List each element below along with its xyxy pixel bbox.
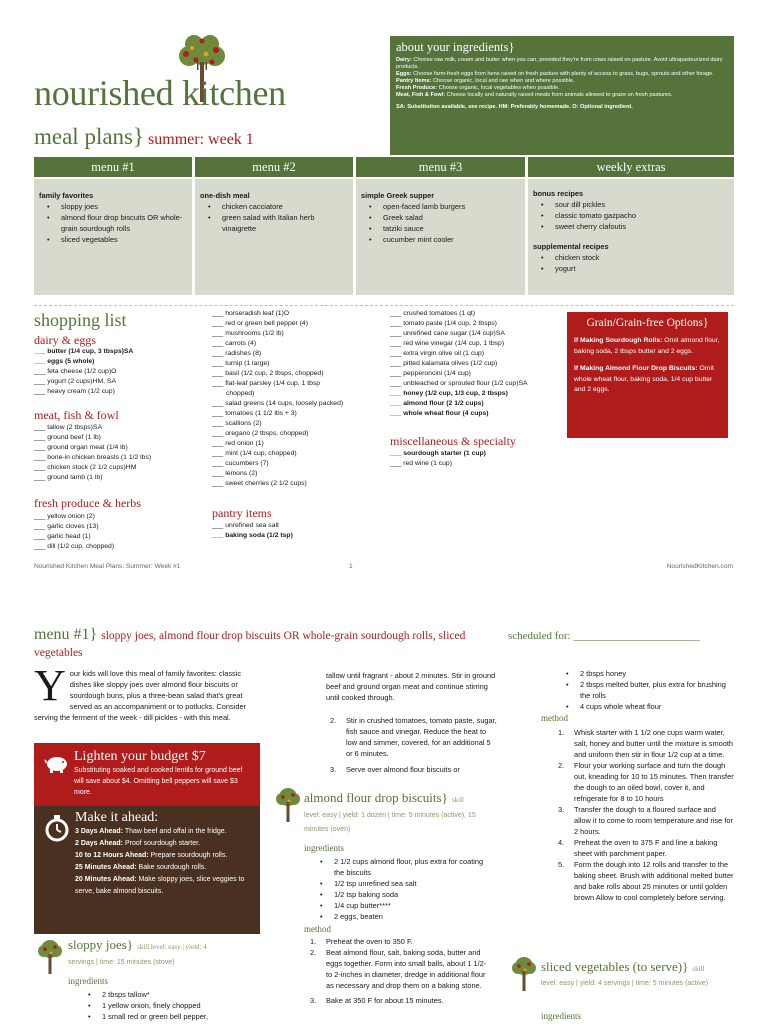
list-item: ___ mint (1/4 cup, chopped) — [212, 450, 297, 457]
dairy-eggs-title: dairy & eggs — [34, 333, 96, 347]
almond-biscuits-meta: level: easy | yield: 1 dozen | time: 5 minutes (active), 15 minutes (oven) — [304, 812, 476, 833]
menu-item: • sliced vegetables — [39, 234, 188, 245]
tree-icon — [274, 786, 302, 822]
about-label: Pantry Items: — [396, 78, 432, 84]
pantry-items-title: pantry items — [212, 506, 272, 520]
method-step: Preheat the oven to 375 F and line a baking sheet with parchment paper. — [574, 838, 718, 858]
list-item: ___ sourdough starter (1 cup) — [390, 450, 486, 457]
plan-subtitle: summer: week 1 — [148, 131, 254, 148]
menu-item: • chicken cacciatore — [200, 201, 349, 212]
plan-title: meal plans} — [34, 124, 145, 149]
method-step: Serve over almond flour biscuits or — [346, 765, 460, 774]
about-text: Choose organic, local vegetables when possible. — [438, 85, 560, 91]
sloppy-joes-skill: skill level: easy | yield: 4 — [137, 943, 207, 951]
page-title — [34, 124, 254, 150]
brand-logo-text: nourished kitchen — [34, 73, 286, 113]
dairy-list — [34, 347, 133, 397]
option-label: If Making Sourdough Rolls: — [574, 337, 663, 344]
ingredient-item: • 1 yellow onion, finely chopped — [80, 1000, 260, 1011]
menu-1-recipe-title — [34, 627, 504, 661]
sloppy-joes-meta: servings | time: 15 minutes (stove) — [68, 959, 175, 966]
menu-1-header: menu #1 — [34, 157, 192, 177]
list-item: ___ sweet cherries (2 1/2 cups) — [212, 480, 307, 487]
tree-icon — [36, 938, 64, 974]
list-item: ___ crushed tomatoes (1 qt) — [390, 310, 476, 317]
stopwatch-icon — [43, 814, 71, 842]
sloppy-joes-heading — [68, 936, 207, 954]
weekly-extras-header: weekly extras — [528, 157, 734, 177]
grain-option-sourdough — [574, 336, 721, 357]
list-item: ___ almond flour (2 1/2 cups) — [390, 400, 484, 407]
piggy-bank-icon — [44, 753, 70, 775]
ingredient-item: • 2 eggs, beaten — [312, 911, 494, 922]
about-ingredients-box — [390, 36, 734, 155]
almond-ingredients — [312, 856, 494, 922]
ahead-item — [75, 838, 252, 850]
menu-item: • open-faced lamb burgers — [361, 201, 521, 212]
scheduled-for-field: scheduled for: _______________________ — [508, 630, 700, 642]
footer-right: NourishedKitchen.com — [666, 563, 733, 570]
about-label: Eggs: — [396, 71, 412, 77]
produce-list-2 — [212, 309, 343, 489]
intro-text: our kids will love this meal of family favorites: classic dishes like sloppy joes over almond flour biscuits or sourdough buns, plus a three-bean salad that's great served as an accompaniment or to potlucks. Consider serving the ferment of the week - dill pickles - with this meal. — [34, 669, 247, 722]
ahead-label: 3 Days Ahead: — [75, 828, 123, 835]
dashed-divider — [34, 305, 734, 306]
footer-left: Nourished Kitchen Meal Plans: Summer: Week #1 — [34, 563, 181, 570]
list-item: ___ extra virgin olive oil (1 cup) — [390, 350, 485, 357]
list-item: ___ ground beef (1 lb) — [34, 434, 101, 441]
list-item: ___ salad greens (14 cups, loosely packed) — [212, 400, 344, 407]
list-item: ___ cucumbers (7) — [212, 460, 269, 467]
ingredient-item: • 4 cups whole wheat flour — [558, 701, 734, 712]
sliced-vegetables-ingredients-title: ingredients — [541, 1011, 581, 1021]
list-item: ___ unrefined cane sugar (1/4 cup)SA — [390, 330, 505, 337]
produce-list-1 — [34, 512, 114, 552]
ahead-text: Prepare sourdough rolls. — [150, 852, 228, 859]
list-item: ___ feta cheese (1/2 cup)O — [34, 368, 117, 375]
ahead-text: Bake sourdough rolls. — [138, 864, 207, 871]
almond-biscuits-skill: skill — [451, 796, 464, 804]
about-text: Choose farm-fresh eggs from hens raised on fresh pasture with plenty of access to grass, bugs, sprouts and other forage. — [413, 71, 714, 77]
menu-item: • sloppy joes — [39, 201, 188, 212]
list-item: ___ yogurt (2 cups)HM, SA — [34, 378, 116, 385]
sliced-vegetables-skill: skill — [692, 965, 705, 973]
list-item: ___ garlic cloves (13) — [34, 523, 99, 530]
almond-method-title: method — [304, 924, 331, 934]
menu-2-header: menu #2 — [195, 157, 353, 177]
list-item: ___ tomatoes (1 1/2 lbs + 3) — [212, 410, 297, 417]
budget-title: Lighten your budget $7 — [74, 749, 206, 764]
menu-1-title: family favorites — [39, 191, 94, 200]
about-text: Choose raw milk, cream and butter when you can, provided they're from cows raised on pasture. Avoid ultrapasteurized dairy products. — [396, 57, 723, 70]
menu-1-column — [34, 179, 192, 295]
list-item: ___ pepperoncini (1/4 cup) — [390, 370, 471, 377]
method-step: Transfer the dough to a floured surface and allow it to come to room temperature and rise for 2 hours. — [574, 805, 733, 836]
grain-options-box — [567, 312, 728, 438]
menu-item: • almond flour drop biscuits OR whole-grain sourdough rolls — [39, 212, 188, 234]
menu-2-title: one-dish meal — [200, 191, 250, 200]
menu-1-heading: menu #1} — [34, 626, 98, 643]
ahead-item — [75, 874, 252, 898]
method-step: Stir in crushed tomatoes, tomato paste, sugar, fish sauce and vinegar. Reduce the heat to low and simmer, covered, for an additional 5 or 6 minutes. — [346, 716, 497, 758]
method-step: Whisk starter with 1 1/2 one cups warm water, salt, honey and butter until the mixture is smooth and uniform then stir in flour 1/2 cup at a time. — [574, 728, 733, 759]
sloppy-joes-ingredients-title: ingredients — [68, 976, 108, 986]
list-item: ___ honey (1/2 cup, 1/3 cup, 2 tbsps) — [390, 390, 508, 397]
fresh-produce-title: fresh produce & herbs — [34, 496, 141, 510]
menu-2-column — [195, 179, 353, 295]
option-text: Omit almond flour, baking soda, 2 tbsps butter and 2 eggs. — [574, 337, 720, 355]
list-item: ___ unrefined sea salt — [212, 522, 279, 529]
sloppy-joes-title: sloppy joes} — [68, 937, 134, 952]
menu-item: • Greek salad — [361, 212, 521, 223]
list-item: ___ basil (1/2 cup, 2 tbsps, chopped) — [212, 370, 324, 377]
ahead-item — [75, 862, 252, 874]
list-item: ___ pitted kalamata olives (1/2 cup) — [390, 360, 498, 367]
sloppy-joes-method-cont: tallow until fragrant - about 2 minutes. Stir in ground beef and ground organ meat and continue stirring until cooked through. — [326, 671, 496, 702]
ingredient-item: • 2 tbsps honey — [558, 668, 734, 679]
list-item: ___ carrots (4) — [212, 340, 257, 347]
budget-text: Substituting soaked and cooked lentils for ground beef will save about $4. Omitting bell peppers will save $3 more. — [74, 767, 243, 796]
ingredient-item: • 1/2 tsp baking soda — [312, 889, 494, 900]
menus-grid — [34, 157, 734, 295]
menu-item: • cucumber mint cooler — [361, 234, 521, 245]
list-item: ___ heavy cream (1/2 cup) — [34, 388, 115, 395]
sloppy-joes-steps — [326, 715, 498, 775]
drop-cap: Y — [34, 661, 66, 710]
grain-option-almond — [574, 364, 721, 396]
meat-list — [34, 423, 151, 483]
pantry-list — [212, 521, 293, 541]
about-title: about your ingredients} — [396, 40, 515, 54]
menu-3-title: simple Greek supper — [361, 191, 435, 200]
list-item: chopped) — [226, 390, 255, 397]
method-step: Beat almond flour, salt, baking soda, butter and eggs together. Form into small balls, about 1 1/2- to 2-inches in diameter, dredge in additional flour as necessary and drop them on a baking stone. — [326, 948, 487, 990]
menu-3-column — [356, 179, 525, 295]
list-item: ___ red onion (1) — [212, 440, 264, 447]
list-item: ___ ground organ meat (1/4 lb) — [34, 444, 128, 451]
weekly-extras-column — [528, 179, 734, 295]
rolls-ingredients — [558, 668, 734, 712]
ahead-label: 25 Minutes Ahead: — [75, 864, 137, 871]
tree-icon — [510, 955, 538, 991]
list-item: ___ garlic head (1) — [34, 533, 91, 540]
menu-3-header: menu #3 — [356, 157, 525, 177]
menu-item: • tatziki sauce — [361, 223, 521, 234]
list-item: ___ eggs (5 whole) — [34, 358, 95, 365]
list-item: ___ chicken stock (2 1/2 cups)HM — [34, 464, 137, 471]
method-step: Flour your working surface and turn the dough out, kneading for 10 to 15 minutes. Then transfer the dough to an oiled bowl, cover it, and refrigerate for 8 to 10 hours — [574, 761, 734, 803]
sliced-vegetables-meta: level: easy | yield: 4 servings | time: 5 minutes (active) — [541, 980, 709, 987]
misc-specialty-title: miscellaneous & specialty — [390, 434, 516, 448]
option-text: Omit whole wheat flour, baking soda, 1/4 cup butter and 2 eggs. — [574, 365, 714, 393]
menu-item: • chicken stock — [533, 252, 730, 263]
menu-intro — [34, 661, 262, 723]
grain-options-title: Grain/Grain-free Options} — [586, 317, 709, 329]
shopping-list-title: shopping list — [34, 310, 127, 330]
make-ahead-box — [34, 806, 260, 934]
ahead-text: Proof sourdough starter. — [124, 840, 201, 847]
method-step: Form the dough into 12 rolls and transfer to the baking sheet. Brush with additional melted butter and bake rolls about 25 minutes or until golden brown Allow to cool completely before serving. — [574, 860, 734, 902]
list-item: ___ lemons (2) — [212, 470, 258, 477]
menu-item: • yogurt — [533, 263, 730, 274]
list-item: ___ whole wheat flour (4 cups) — [390, 410, 489, 417]
about-legend: SA: Substitution available, see recipe. HM: Preferably homemade. O: Optional ingredient. — [396, 104, 633, 110]
ingredient-item: • 2 tbsps tallow* — [80, 989, 260, 1000]
about-text: Choose organic, local and raw when and where possible. — [433, 78, 575, 84]
make-ahead-title: Make it ahead: — [75, 810, 159, 825]
footer-page-number: 1 — [349, 563, 353, 570]
ahead-label: 20 Minutes Ahead: — [75, 876, 137, 883]
make-ahead-list — [75, 826, 252, 898]
list-item: ___ scallions (2) — [212, 420, 262, 427]
supplemental-recipes-title: supplemental recipes — [533, 242, 609, 251]
list-item: ___ butter (1/4 cup, 3 tbsps)SA — [34, 348, 134, 355]
ingredient-item: • 2 tbsps melted butter, plus extra for brushing the rolls — [558, 679, 734, 701]
list-item: ___ ground lamb (1 lb) — [34, 474, 103, 481]
menu-item: • sweet cherry clafoutis — [533, 221, 730, 232]
menu-item: • sour dill pickles — [533, 199, 730, 210]
list-item: ___ tallow (2 tbsps)SA — [34, 424, 103, 431]
ahead-text: Thaw beef and offal in the fridge. — [124, 828, 227, 835]
menu-item: • classic tomato gazpacho — [533, 210, 730, 221]
sloppy-joes-ingredients — [80, 989, 260, 1022]
list-item: ___ red wine (1 cup) — [390, 460, 452, 467]
about-label: Fresh Produce: — [396, 85, 438, 91]
list-item: ___ oregano (2 tbsps, chopped) — [212, 430, 309, 437]
list-item: ___ red wine vinegar (1/4 cup, 1 tbsp) — [390, 340, 505, 347]
rolls-method-title: method — [541, 713, 568, 723]
list-item: ___ unbleached or sprouted flour (1/2 cup)SA — [390, 380, 528, 387]
list-item: ___ mushrooms (1/2 lb) — [212, 330, 284, 337]
ahead-label: 10 to 12 Hours Ahead: — [75, 852, 149, 859]
ahead-item — [75, 826, 252, 838]
list-item: ___ red or green bell pepper (4) — [212, 320, 308, 327]
list-item: ___ dill (1/2 cup, chopped) — [34, 543, 115, 550]
method-step: Bake at 350 F for about 15 minutes. — [326, 996, 444, 1005]
ahead-item — [75, 850, 252, 862]
almond-ingredients-title: ingredients — [304, 843, 344, 853]
about-body — [396, 57, 728, 111]
about-label: Meat, Fish & Fowl: — [396, 92, 446, 98]
list-item: ___ tomato paste (1/4 cup, 2 tbsps) — [390, 320, 497, 327]
menu-1-subtitle: sloppy joes, almond flour drop biscuits OR whole-grain sourdough rolls, sliced vegetables — [34, 630, 466, 659]
about-text: Choose locally and naturally raised meats from animals allowed to graze on fresh pastures. — [446, 92, 673, 98]
budget-box — [34, 743, 260, 809]
list-item: ___ turnip (1 large) — [212, 360, 270, 367]
misc-list — [390, 449, 486, 469]
almond-biscuits-heading — [304, 789, 464, 807]
ingredient-item: • 2 1/2 cups almond flour, plus extra for coating the biscuits — [312, 856, 494, 878]
list-item: ___ radishes (8) — [212, 350, 262, 357]
bonus-recipes-title: bonus recipes — [533, 189, 584, 198]
list-item: ___ flat-leaf parsley (1/4 cup, 1 tbsp — [212, 380, 321, 387]
ingredient-item: • 1 small red or green bell pepper, — [80, 1011, 260, 1022]
ingredient-item: • 1/4 cup butter**** — [312, 900, 494, 911]
ingredient-item: • 1/2 tsp unrefined sea salt — [312, 878, 494, 889]
method-step: Preheat the oven to 350 F. — [326, 937, 413, 946]
menu-item: • green salad with Italian herb vinaigrette — [200, 212, 349, 234]
pantry-list-2 — [390, 309, 528, 419]
list-item: ___ bone-in chicken breasts (1 1/2 lbs) — [34, 454, 152, 461]
ahead-text: Make sloppy joes, slice veggies to serve, bake almond biscuits. — [75, 876, 245, 895]
list-item: ___ yellow onion (2) — [34, 513, 95, 520]
almond-biscuits-title: almond flour drop biscuits} — [304, 790, 448, 805]
list-item: ___ baking soda (1/2 tsp) — [212, 532, 293, 539]
option-label: If Making Almond Flour Drop Biscuits: — [574, 365, 698, 372]
rolls-method-steps — [541, 727, 734, 903]
meat-fish-fowl-title: meat, fish & fowl — [34, 408, 119, 422]
sliced-vegetables-heading — [541, 958, 704, 976]
ahead-label: 2 Days Ahead: — [75, 840, 123, 847]
about-label: Dairy: — [396, 57, 412, 63]
almond-method-steps — [306, 936, 492, 1006]
sliced-vegetables-title: sliced vegetables (to serve)} — [541, 959, 689, 974]
list-item: ___ horseradish leaf (1)O — [212, 310, 290, 317]
